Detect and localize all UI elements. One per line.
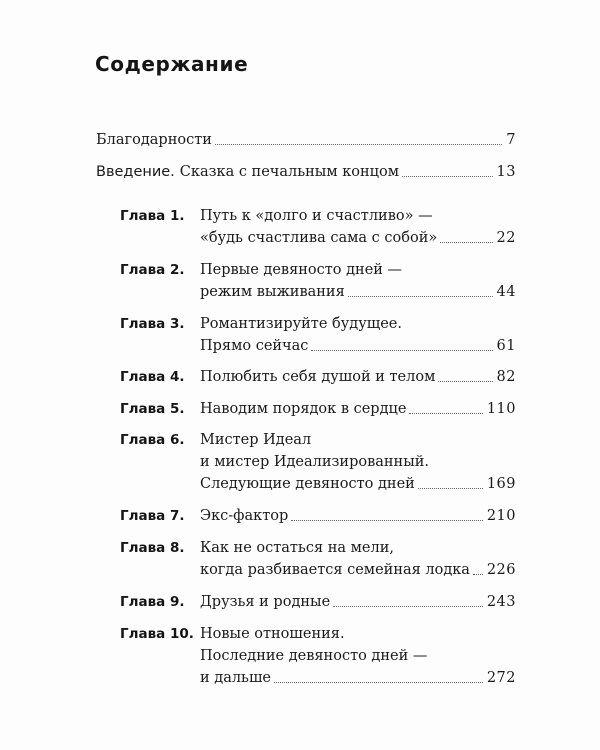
toc-page-number: 226 [486,562,516,578]
toc-entry-text: когда разбивается семейная лодка [200,562,470,578]
toc-intro-label: Введение. [96,164,175,180]
toc-entry-chapter-1[interactable] [200,226,516,248]
toc-entry-chapter-8[interactable] [200,558,516,580]
dot-leader [418,488,483,489]
chapter-label: Глава 9. [120,594,185,610]
dot-leader [215,144,502,145]
toc-entry-text: Полюбить себя душой и телом [200,369,436,385]
toc-page-number: 44 [496,284,516,300]
toc-page-number: 82 [496,369,516,385]
toc-entry-chapter-5[interactable] [200,397,516,419]
toc-intro-title: Сказка с печальным концом [179,164,400,180]
toc-entry-text[interactable]: Новые отношения. [200,626,345,642]
chapter-label: Глава 3. [120,316,185,332]
toc-page-number: 22 [496,230,516,246]
toc-entry-text[interactable]: Мистер Идеал [200,432,312,448]
dot-leader [274,682,483,683]
toc-entry-text: «будь счастлива сама с собой» [200,230,438,246]
toc-page-number: 169 [486,476,516,492]
chapter-label: Глава 10. [120,626,194,642]
dot-leader [440,242,492,243]
toc-entry-text[interactable]: Последние девяносто дней — [200,648,428,664]
toc-page-number: 210 [486,508,516,524]
toc-entry-text[interactable]: и мистер Идеализированный. [200,454,430,470]
toc-entry-text: Экс-фактор [200,508,289,524]
dot-leader [291,520,483,521]
chapter-label: Глава 2. [120,262,185,278]
toc-page-number: 61 [496,338,516,354]
toc-entry-text[interactable]: Путь к «долго и счастливо» — [200,208,433,224]
toc-entry-chapter-7[interactable] [200,504,516,526]
chapter-label: Глава 4. [120,369,185,385]
toc-entry-text: Друзья и родные [200,594,331,610]
dot-leader [409,413,482,414]
dot-leader [473,574,483,575]
toc-entry-chapter-9[interactable] [200,590,516,612]
dot-leader [333,606,483,607]
toc-page-number: 7 [506,132,516,148]
toc-entry-text: Следующие девяносто дней [200,476,415,492]
page-title: Содержание [95,52,249,76]
chapter-label: Глава 1. [120,208,185,224]
toc-entry-chapter-2[interactable] [200,280,516,302]
dot-leader [402,176,493,177]
chapter-label: Глава 8. [120,540,185,556]
toc-entry-text: и дальше [200,670,272,686]
chapter-label: Глава 5. [120,401,185,417]
toc-entry-chapter-6[interactable] [200,472,516,494]
toc-entry-text [96,162,399,182]
toc-entry-chapter-10[interactable] [200,666,516,688]
toc-entry-chapter-4[interactable] [200,365,516,387]
toc-page-number: 243 [486,594,516,610]
toc-entry-text: режим выживания [200,284,345,300]
toc-page-number: 110 [486,401,516,417]
dot-leader [348,296,493,297]
toc-entry-chapter-3[interactable] [200,334,516,356]
toc-entry-introduction[interactable] [96,160,516,182]
chapter-label: Глава 7. [120,508,185,524]
toc-entry-text: Благодарности [96,132,212,148]
chapter-label: Глава 6. [120,432,185,448]
toc-page-number: 13 [496,164,516,180]
toc-entry-text[interactable]: Как не остаться на мели, [200,540,394,556]
toc-entry-text[interactable]: Первые девяносто дней — [200,262,403,278]
toc-entry-text[interactable]: Романтизируйте будущее. [200,316,402,332]
toc-entry-text: Наводим порядок в сердце [200,401,407,417]
dot-leader [438,381,492,382]
toc-entry-acknowledgements[interactable] [96,128,516,150]
toc-entry-text: Прямо сейчас [200,338,309,354]
toc-page-number: 272 [486,670,516,686]
dot-leader [311,350,492,351]
